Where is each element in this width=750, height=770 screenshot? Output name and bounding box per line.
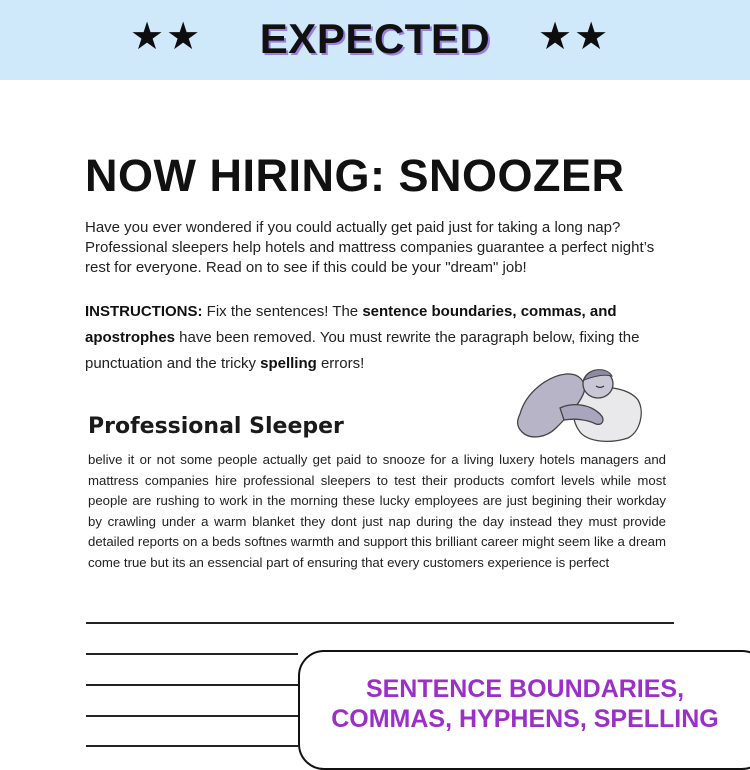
writing-line[interactable] bbox=[86, 653, 298, 655]
section-heading: Professional Sleeper bbox=[88, 414, 344, 439]
instructions-text-2: have been removed. You must rewrite the paragraph below, fixing the punctuation and the tricky bbox=[85, 329, 640, 372]
skills-badge-text bbox=[300, 674, 750, 734]
star-icon-right: ★★ bbox=[538, 14, 611, 58]
writing-line[interactable] bbox=[86, 745, 298, 747]
sleeping-person-icon bbox=[500, 362, 645, 444]
banner-title: EXPECTED bbox=[259, 15, 491, 62]
instructions-text-1: Fix the sentences! The bbox=[202, 303, 363, 320]
instructions-bold-1: sentence boundaries, commas, and apostrophes bbox=[85, 303, 617, 346]
writing-line[interactable] bbox=[86, 684, 298, 686]
instructions-bold-2: spelling bbox=[260, 355, 317, 372]
writing-line[interactable] bbox=[86, 622, 674, 624]
intro-paragraph: Have you ever wondered if you could actually get paid just for taking a long nap? Professional sleepers help hotels and mattress companies guarantee a perfect night’s rest for everyone. Read on to see if this could be your "dream" job! bbox=[85, 219, 655, 276]
instructions-text-3: errors! bbox=[316, 355, 365, 372]
top-banner bbox=[0, 0, 750, 80]
badge-line-1: SENTENCE BOUNDARIES, bbox=[365, 675, 685, 703]
error-paragraph: belive it or not some people actually get paid to snooze for a living luxery hotels managers and mattress companies hire professional sleepers to test their products comfort levels while most people are rushing to work in the morning these lucky employees are just begining their workday by crawling under a warm blanket they dont just nap during the day instead they must provide detailed reports on a beds softnes warmth and support this brilliant career might seem like a dream come true but its an essencial part of ensuring that every customers experience is perfect bbox=[88, 452, 666, 570]
instructions-label: INSTRUCTIONS: bbox=[85, 303, 203, 320]
star-icon-left: ★★ bbox=[130, 14, 203, 58]
badge-line-2: COMMAS, HYPHENS, SPELLING bbox=[331, 705, 719, 733]
page-title: NOW HIRING: SNOOZER bbox=[85, 150, 625, 201]
writing-line[interactable] bbox=[86, 715, 298, 717]
